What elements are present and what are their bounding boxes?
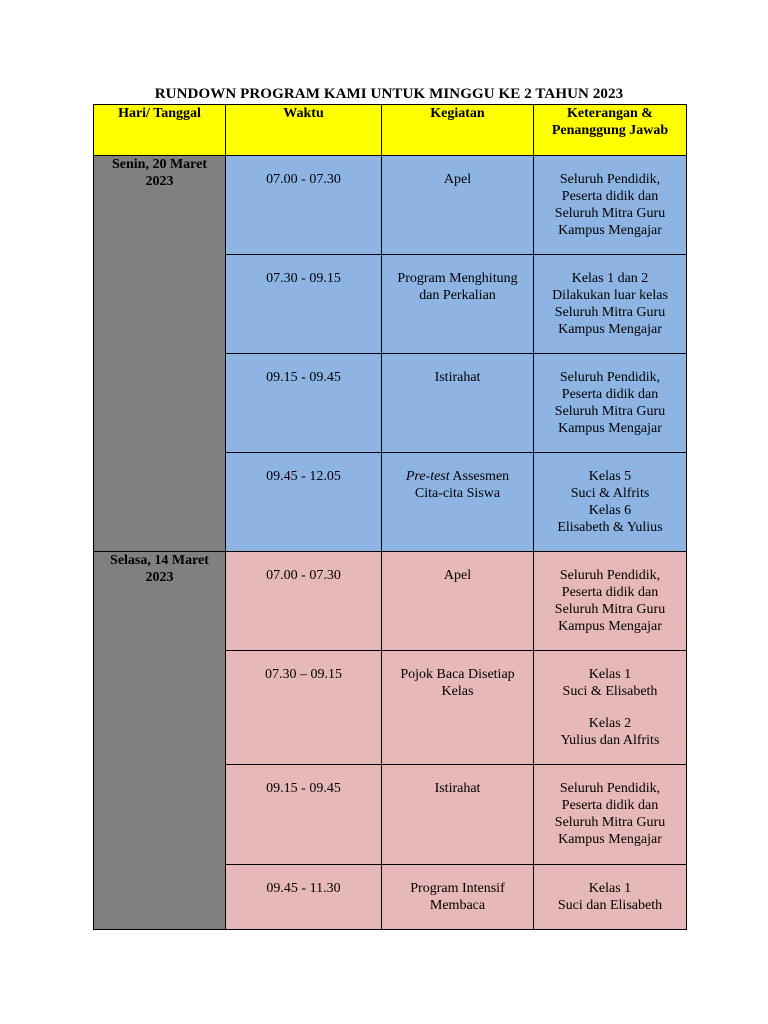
table-row <box>94 552 687 651</box>
waktu-cell: 09.15 - 09.45 <box>226 354 382 453</box>
waktu-cell: 07.30 – 09.15 <box>226 651 382 765</box>
kegiatan-cell: Program Menghitung dan Perkalian <box>382 255 534 354</box>
kegiatan-cell: Program Intensif Membaca <box>382 865 534 930</box>
rundown-table <box>93 104 687 930</box>
day-cell-senin: Senin, 20 Maret 2023 <box>94 156 226 552</box>
keterangan-cell: Kelas 1 dan 2 Dilakukan luar kelas Seluruh Mitra Guru Kampus Mengajar <box>534 255 687 354</box>
keterangan-cell: Kelas 1 Suci & Elisabeth Kelas 2 Yulius dan Alfrits <box>534 651 687 765</box>
header-kegiatan: Kegiatan <box>382 105 534 156</box>
table-row <box>94 156 687 255</box>
kegiatan-cell: Pojok Baca Disetiap Kelas <box>382 651 534 765</box>
waktu-cell: 07.30 - 09.15 <box>226 255 382 354</box>
header-hari-tanggal: Hari/ Tanggal <box>94 105 226 156</box>
kegiatan-cell: Istirahat <box>382 765 534 865</box>
keterangan-cell: Seluruh Pendidik, Peserta didik dan Seluruh Mitra Guru Kampus Mengajar <box>534 354 687 453</box>
keterangan-cell: Seluruh Pendidik, Peserta didik dan Seluruh Mitra Guru Kampus Mengajar <box>534 765 687 865</box>
waktu-cell: 09.15 - 09.45 <box>226 765 382 865</box>
table-header-row <box>94 105 687 156</box>
waktu-cell: 09.45 - 12.05 <box>226 453 382 552</box>
kegiatan-cell: Istirahat <box>382 354 534 453</box>
keterangan-cell: Seluruh Pendidik, Peserta didik dan Seluruh Mitra Guru Kampus Mengajar <box>534 156 687 255</box>
waktu-cell: 09.45 - 11.30 <box>226 865 382 930</box>
kegiatan-cell: Apel <box>382 552 534 651</box>
header-keterangan: Keterangan & Penanggung Jawab <box>534 105 687 156</box>
header-waktu: Waktu <box>226 105 382 156</box>
kegiatan-cell: Pre-test Assesmen Cita-cita Siswa <box>382 453 534 552</box>
waktu-cell: 07.00 - 07.30 <box>226 552 382 651</box>
keterangan-cell: Kelas 5 Suci & Alfrits Kelas 6 Elisabeth & Yulius <box>534 453 687 552</box>
keterangan-cell: Seluruh Pendidik, Peserta didik dan Seluruh Mitra Guru Kampus Mengajar <box>534 552 687 651</box>
kegiatan-cell: Apel <box>382 156 534 255</box>
day-cell-selasa: Selasa, 14 Maret 2023 <box>94 552 226 930</box>
keterangan-cell: Kelas 1 Suci dan Elisabeth <box>534 865 687 930</box>
waktu-cell: 07.00 - 07.30 <box>226 156 382 255</box>
document-title: RUNDOWN PROGRAM KAMI UNTUK MINGGU KE 2 TAHUN 2023 <box>154 86 624 102</box>
